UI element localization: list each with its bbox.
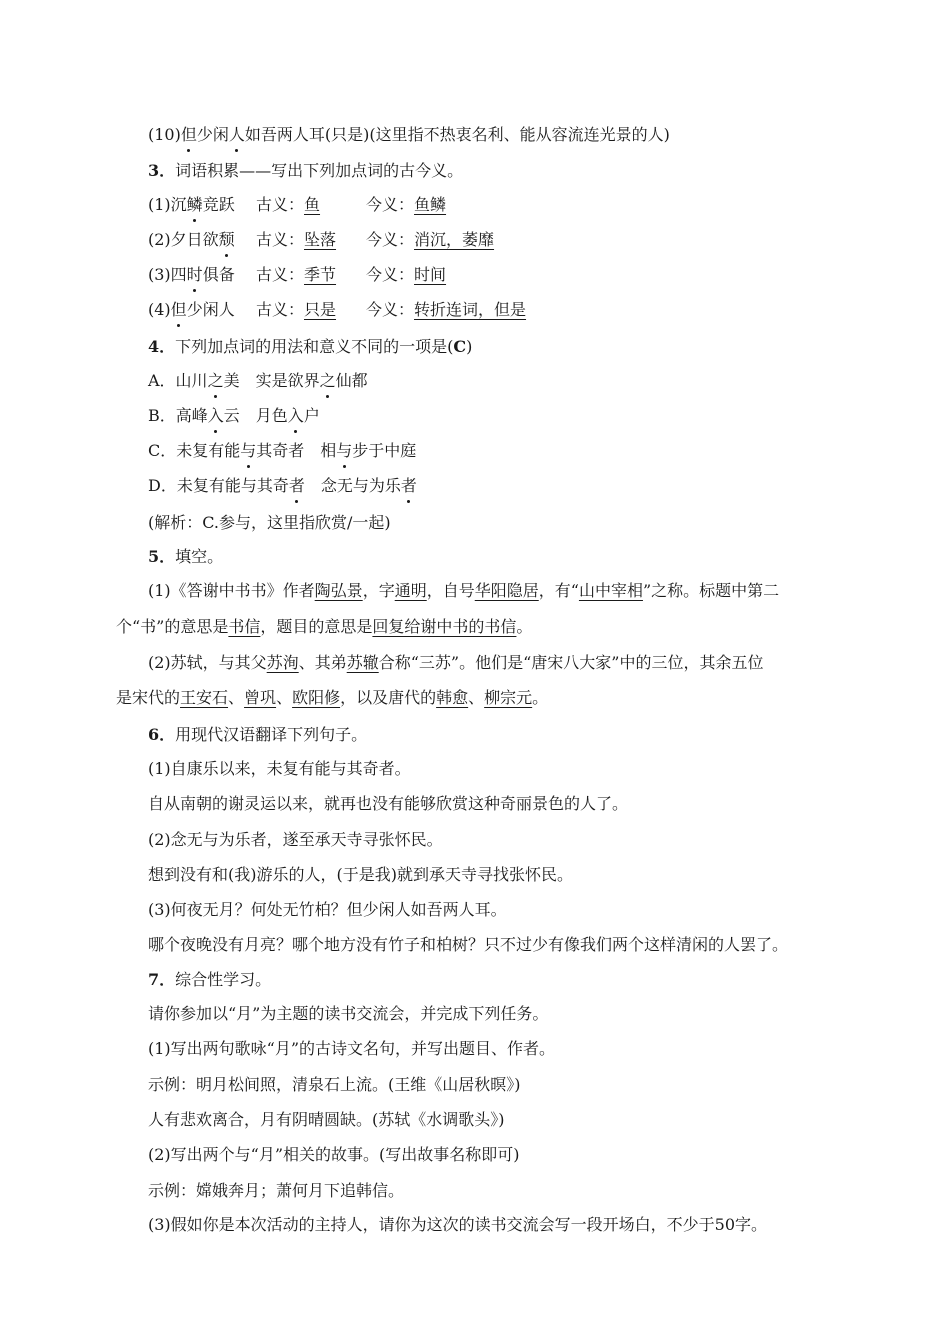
text: 。 [532, 688, 549, 707]
text: 个“书”的意思是 [116, 617, 229, 636]
ancient-meaning: 坠落 [304, 230, 337, 249]
task-intro: 请你参加以“月”为主题的读书交流会，并完成下列任务。 [148, 1004, 549, 1023]
dotted-char: 与 [336, 441, 353, 460]
question-number: 3 [148, 161, 160, 180]
dotted-char: 之 [319, 371, 336, 390]
dotted-char: 时 [186, 265, 203, 284]
answer-letter: C [453, 337, 467, 356]
text: 户 [303, 406, 320, 425]
text: 如吾两人耳(只是)(这里指不热衷名利、能从容流连光景的人) [244, 125, 670, 144]
task-2: (2)写出两个与“月”相关的故事。(写出故事名称即可) [148, 1145, 520, 1164]
modern-meaning: 转折连词，但是 [414, 300, 527, 319]
question-6: 6．用现代汉语翻译下列句子。 [148, 725, 368, 744]
question-7: 7．综合性学习。 [148, 970, 272, 989]
dotted-char: 入 [287, 406, 304, 425]
text: (2)夕日欲 [148, 230, 219, 249]
dotted-char: 入 [207, 406, 224, 425]
translate-1-question: (1)自康乐以来，未复有能与其奇者。 [148, 759, 411, 778]
text: 、其弟 [298, 653, 347, 672]
dotted-char: 但 [170, 300, 187, 319]
dotted-char: 但 [180, 125, 197, 144]
fill-5-1-line-2 [116, 616, 532, 638]
dotted-char: 与 [240, 441, 257, 460]
explanation-4: (解析：C.参与，这里指欣赏/一起) [148, 513, 391, 532]
modern-meaning: 时间 [414, 265, 447, 284]
text: 仙都 [335, 371, 368, 390]
text: 、 [228, 688, 245, 707]
fill-5-1-line-1 [148, 580, 779, 602]
text: (1)《答谢中书书》作者 [148, 581, 315, 600]
question-number: 6 [148, 725, 160, 744]
text: 步于中庭 [352, 441, 417, 460]
answer: 通明 [394, 581, 427, 600]
translate-3-question: (3)何夜无月？何处无竹柏？但少闲人如吾两人耳。 [148, 900, 507, 919]
question-text: 下列加点词的用法和意义不同的一项是( [175, 337, 454, 356]
answer: 苏洵 [266, 653, 299, 672]
question-text: 综合性学习。 [175, 970, 272, 989]
question-3: 3．词语积累——写出下列加点词的古今义。 [148, 161, 464, 180]
text: (3)四 [148, 265, 187, 284]
question-text: 词语积累——写出下列加点词的古今义。 [175, 161, 464, 180]
option-a [148, 370, 368, 392]
question-number: 4 [148, 337, 160, 356]
answer: 山中宰相 [578, 581, 643, 600]
ancient-label: 古义： [256, 265, 305, 284]
text: ) [466, 337, 473, 356]
text: B．高峰 [148, 406, 208, 425]
question-5: 5．填空。 [148, 547, 224, 566]
translate-1-answer: 自从南朝的谢灵运以来，就再也没有能够欣赏这种奇丽景色的人了。 [148, 794, 629, 813]
text: C．未复有能 [148, 441, 241, 460]
text: 俱备 [202, 265, 235, 284]
answer: 陶弘景 [314, 581, 363, 600]
answer: 欧阳修 [292, 688, 341, 707]
vocab-row-3 [148, 264, 446, 286]
text: D．未复有能与其奇 [148, 476, 289, 495]
answer: 苏辙 [346, 653, 379, 672]
task-1-example-2: 人有悲欢离合，月有阴晴圆缺。(苏轼《水调歌头》) [148, 1110, 505, 1129]
vocab-row-1 [148, 194, 446, 216]
modern-meaning: 鱼鳞 [414, 195, 447, 214]
question-number: 5 [148, 547, 160, 566]
translate-2-answer: 想到没有和(我)游乐的人，(于是我)就到承天寺寻找张怀民。 [148, 865, 573, 884]
ancient-meaning: 鱼 [304, 195, 321, 214]
dotted-char: 鳞 [186, 195, 203, 214]
translate-2-question: (2)念无与为乐者，遂至承天寺寻张怀民。 [148, 830, 443, 849]
text: 合称“三苏”。他们是“唐宋八大家”中的三位，其余五位 [378, 653, 764, 672]
dotted-char: 人 [228, 125, 245, 144]
dotted-char: 颓 [218, 230, 235, 249]
ancient-label: 古义： [256, 300, 305, 319]
answer: 韩愈 [436, 688, 469, 707]
answer: 王安石 [180, 688, 229, 707]
task-2-example: 示例：嫦娥奔月；萧何月下追韩信。 [148, 1181, 405, 1200]
ancient-label: 古义： [256, 230, 305, 249]
question-4: 4．下列加点词的用法和意义不同的一项是(C) [148, 337, 473, 356]
vocab-row-4 [148, 299, 526, 321]
text: 念无与为乐 [304, 476, 401, 495]
task-1-example-1: 示例：明月松间照，清泉石上流。(王维《山居秋暝》) [148, 1075, 521, 1094]
text: 、 [468, 688, 485, 707]
text: ”之称。标题中第二 [642, 581, 780, 600]
question-text: 填空。 [175, 547, 224, 566]
ancient-label: 古义： [256, 195, 305, 214]
question-number: 7 [148, 970, 160, 989]
fill-5-2-line-1 [148, 652, 763, 674]
text: 少闲 [196, 125, 229, 144]
text: 、 [276, 688, 293, 707]
item-number: (10) [148, 125, 181, 144]
text: ，自号 [426, 581, 475, 600]
dotted-char: 之 [207, 371, 224, 390]
modern-meaning: 消沉，萎靡 [414, 230, 495, 249]
text: ，字 [362, 581, 395, 600]
translate-3-answer: 哪个夜晚没有月亮？哪个地方没有竹子和柏树？只不过少有像我们两个这样清闲的人罢了。 [148, 935, 789, 954]
question-text: 用现代汉语翻译下列句子。 [175, 725, 368, 744]
modern-label: 今义： [366, 195, 415, 214]
dotted-char: 者 [400, 476, 417, 495]
text: 是宋代的 [116, 688, 181, 707]
text: A．山川 [148, 371, 208, 390]
answer: 柳宗元 [484, 688, 533, 707]
option-d [148, 475, 417, 497]
text: ，题目的意思是 [260, 617, 373, 636]
text: ，有“ [538, 581, 579, 600]
answer: 书信 [228, 617, 261, 636]
answer: 曾巩 [244, 688, 277, 707]
text: 其奇者 相 [256, 441, 337, 460]
text: 竞跃 [202, 195, 235, 214]
ancient-meaning: 只是 [304, 300, 337, 319]
text: (2)苏轼，与其父 [148, 653, 267, 672]
text: (4) [148, 300, 171, 319]
modern-label: 今义： [366, 300, 415, 319]
text: 。 [516, 617, 533, 636]
modern-label: 今义： [366, 230, 415, 249]
task-3: (3)假如你是本次活动的主持人，请你为这次的读书交流会写一段开场白，不少于50字。 [148, 1215, 768, 1234]
ancient-meaning: 季节 [304, 265, 337, 284]
vocab-row-2 [148, 229, 494, 251]
fill-5-2-line-2 [116, 687, 548, 709]
item-10 [148, 124, 670, 146]
dotted-char: 者 [288, 476, 305, 495]
answer: 华阳隐居 [474, 581, 539, 600]
answer: 回复给谢中书的书信 [372, 617, 517, 636]
option-b [148, 405, 320, 427]
text: ，以及唐代的 [340, 688, 437, 707]
option-c [148, 440, 416, 462]
text: 美 实是欲界 [223, 371, 320, 390]
task-1: (1)写出两句歌咏“月”的古诗文名句，并写出题目、作者。 [148, 1039, 556, 1058]
text: 少闲人 [186, 300, 235, 319]
modern-label: 今义： [366, 265, 415, 284]
text: (1)沉 [148, 195, 187, 214]
text: 云 月色 [223, 406, 288, 425]
